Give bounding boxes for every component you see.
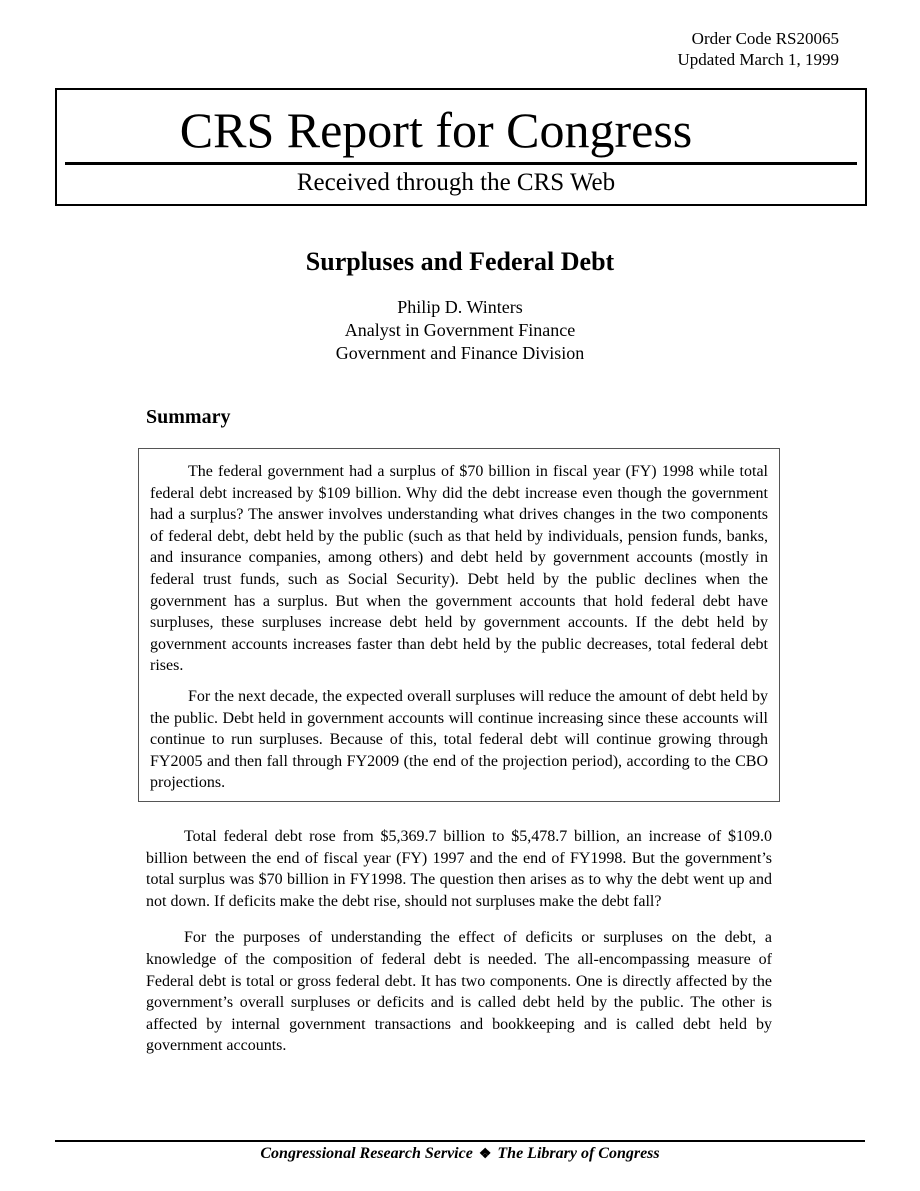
summary-box — [138, 448, 780, 802]
masthead — [55, 88, 867, 206]
report-title: Surpluses and Federal Debt — [305, 247, 615, 276]
footer — [55, 1144, 865, 1165]
author-block — [0, 296, 920, 365]
summary-paragraph: For the next decade, the expected overall surpluses will reduce the amount of debt held by the public. Debt held in government accounts will continue increasing since these accounts will continue to run surpluses. Because of this, total federal debt will continue growing through FY2005 and then fall through FY2009 (the end of the projection period), according to the CBO projections. — [150, 687, 768, 792]
order-info — [678, 28, 839, 70]
order-code: Order Code RS20065 — [691, 29, 839, 48]
footer-rule — [55, 1140, 865, 1142]
author-title: Analyst in Government Finance — [344, 320, 576, 340]
diamond-icon: ❖ — [478, 1147, 492, 1162]
summary-paragraph: The federal government had a surplus of $70 billion in fiscal year (FY) 1998 while total federal debt increased by $109 billion. Why did the debt increase even though the government had a surplus? The answer involves understanding what drives changes in the two components of federal debt, debt held by the public (such as that held by individuals, pension funds, banks, and insurance companies, among others) and debt held by government accounts (mostly in federal trust funds, such as Social Security). Debt held by the public declines when the government has a surplus. But when the government accounts that hold federal debt have surpluses, these surpluses increase debt held by government accounts. If the debt held by government accounts increases faster than debt held by the public decreases, total federal debt rises. — [150, 463, 768, 675]
footer-loc: The Library of Congress — [497, 1145, 660, 1162]
masthead-title: CRS Report for Congress — [179, 102, 693, 158]
updated-date: Updated March 1, 1999 — [677, 50, 839, 69]
summary-heading: Summary — [146, 406, 231, 428]
body-text — [146, 826, 772, 1072]
masthead-rule — [65, 162, 857, 165]
body-paragraph: For the purposes of understanding the effect of deficits or surpluses on the debt, a knowledge of the composition of federal debt is needed. The all-encompassing measure of Federal debt is total or gross federal debt. It has two components. One is directly affected by the government’s overall surpluses or deficits and is called debt held by the public. The other is affected by internal government transactions and bookkeeping and is called debt held by government accounts. — [146, 929, 772, 1055]
masthead-subtitle: Received through the CRS Web — [296, 169, 616, 196]
author-division: Government and Finance Division — [335, 343, 585, 363]
body-paragraph: Total federal debt rose from $5,369.7 billion to $5,478.7 billion, an increase of $109.0 billion between the end of fiscal year (FY) 1997 and the end of FY1998. But the government’s total surplus was $70 billion in FY1998. The question then arises as to why the debt went up and not down. If deficits make the debt rise, should not surpluses make the debt fall? — [146, 828, 772, 910]
footer-crs: Congressional Research Service — [260, 1145, 473, 1162]
author-name: Philip D. Winters — [397, 297, 523, 317]
